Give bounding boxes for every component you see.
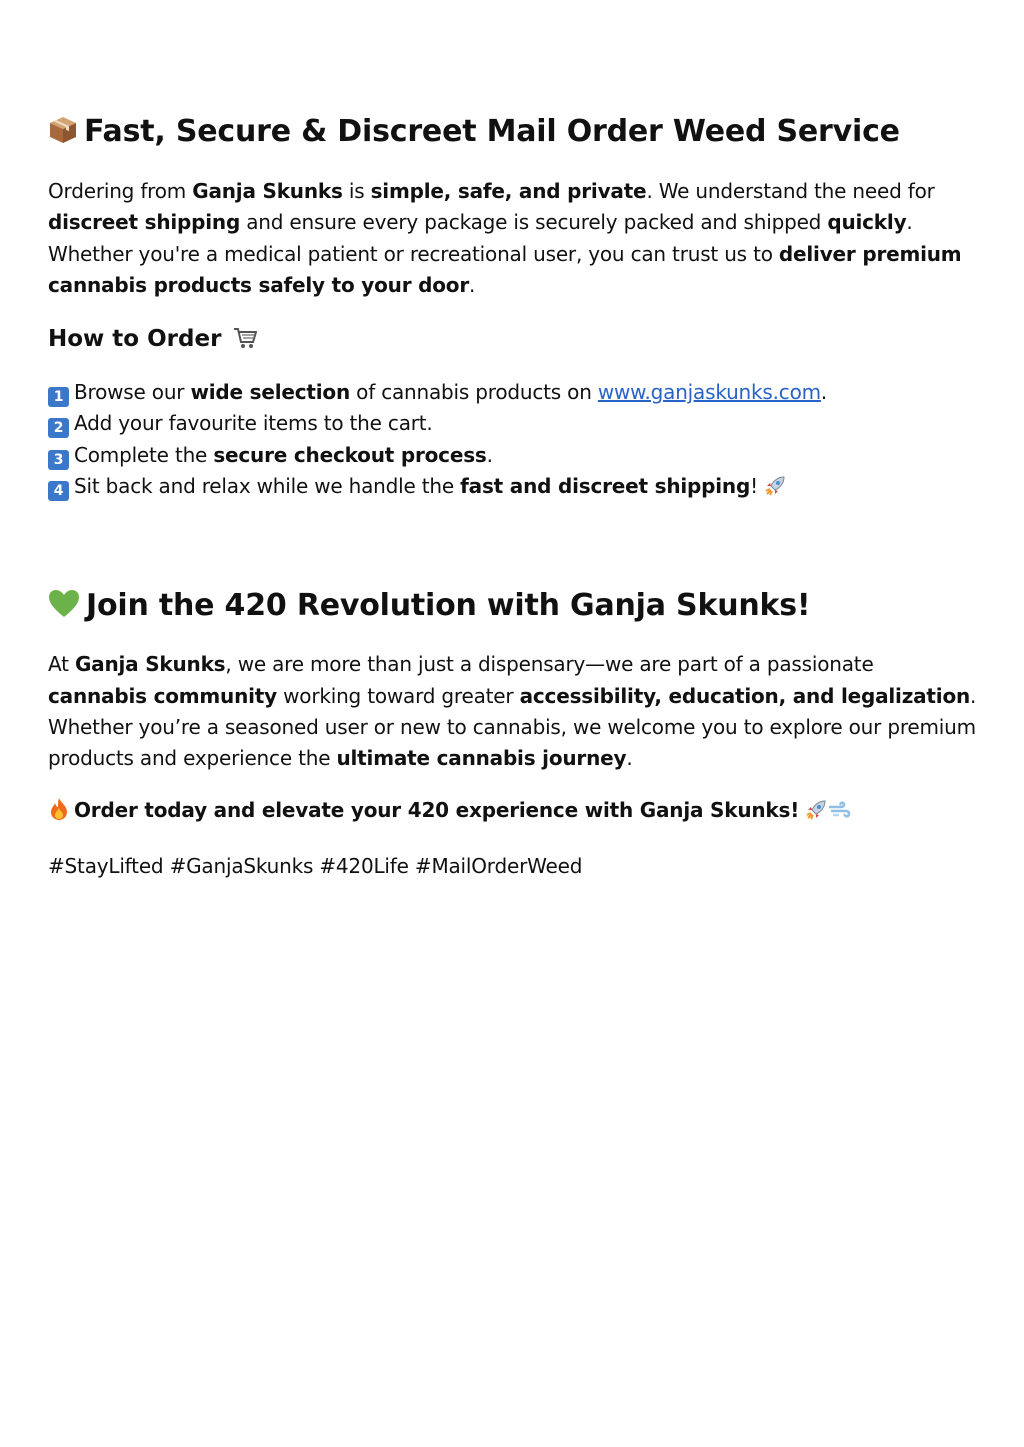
package-icon (48, 104, 78, 168)
website-link[interactable]: www.ganjaskunks.com (597, 380, 821, 405)
green-heart-icon (48, 578, 80, 642)
call-to-action: Order today and elevate your 420 experience with Ganja Skunks! (48, 795, 978, 830)
how-to-order-heading: How to Order (48, 319, 978, 359)
list-item: 3 Complete the secure checkout process. (48, 440, 978, 471)
number-1-icon: 1 (48, 387, 69, 407)
fire-icon (48, 797, 70, 830)
number-3-icon: 3 (48, 450, 69, 470)
number-2-icon: 2 (48, 418, 69, 438)
section1-heading: Fast, Secure & Discreet Mail Order Weed Service (48, 100, 978, 164)
dash-icon (827, 799, 851, 830)
shopping-cart-icon (233, 322, 257, 362)
section2-heading: Join the 420 Revolution with Ganja Skunks! (48, 574, 978, 638)
document (48, 100, 978, 882)
rocket-icon (805, 799, 827, 830)
number-4-icon: 4 (48, 481, 69, 501)
hashtags: #StayLifted #GanjaSkunks #420Life #MailOrderWeed (48, 853, 583, 878)
section1-intro: Ordering from Ganja Skunks is simple, safe, and private. We understand the need for discreet shipping and ensure every package is securely packed and shipped quickly. Whether you're a medical patient or recreational user, you can trust us to deliver premium cannabis products safely to your door. (48, 179, 962, 297)
rocket-icon (764, 475, 786, 506)
list-item: 2 Add your favourite items to the cart. (48, 408, 978, 439)
order-steps-list (48, 377, 978, 506)
list-item: 4 Sit back and relax while we handle the fast and discreet shipping! (48, 471, 978, 506)
section2-intro: At Ganja Skunks, we are more than just a dispensary—we are part of a passionate cannabis community working toward greater accessibility, education, and legalization. Whether you’re a seasoned user or new to cannabis, we welcome you to explore our premium products and experience the ultimate cannabis journey. (48, 652, 977, 771)
list-item: 1 Browse our wide selection of cannabis products on www.ganjaskunks.com. (48, 377, 978, 408)
